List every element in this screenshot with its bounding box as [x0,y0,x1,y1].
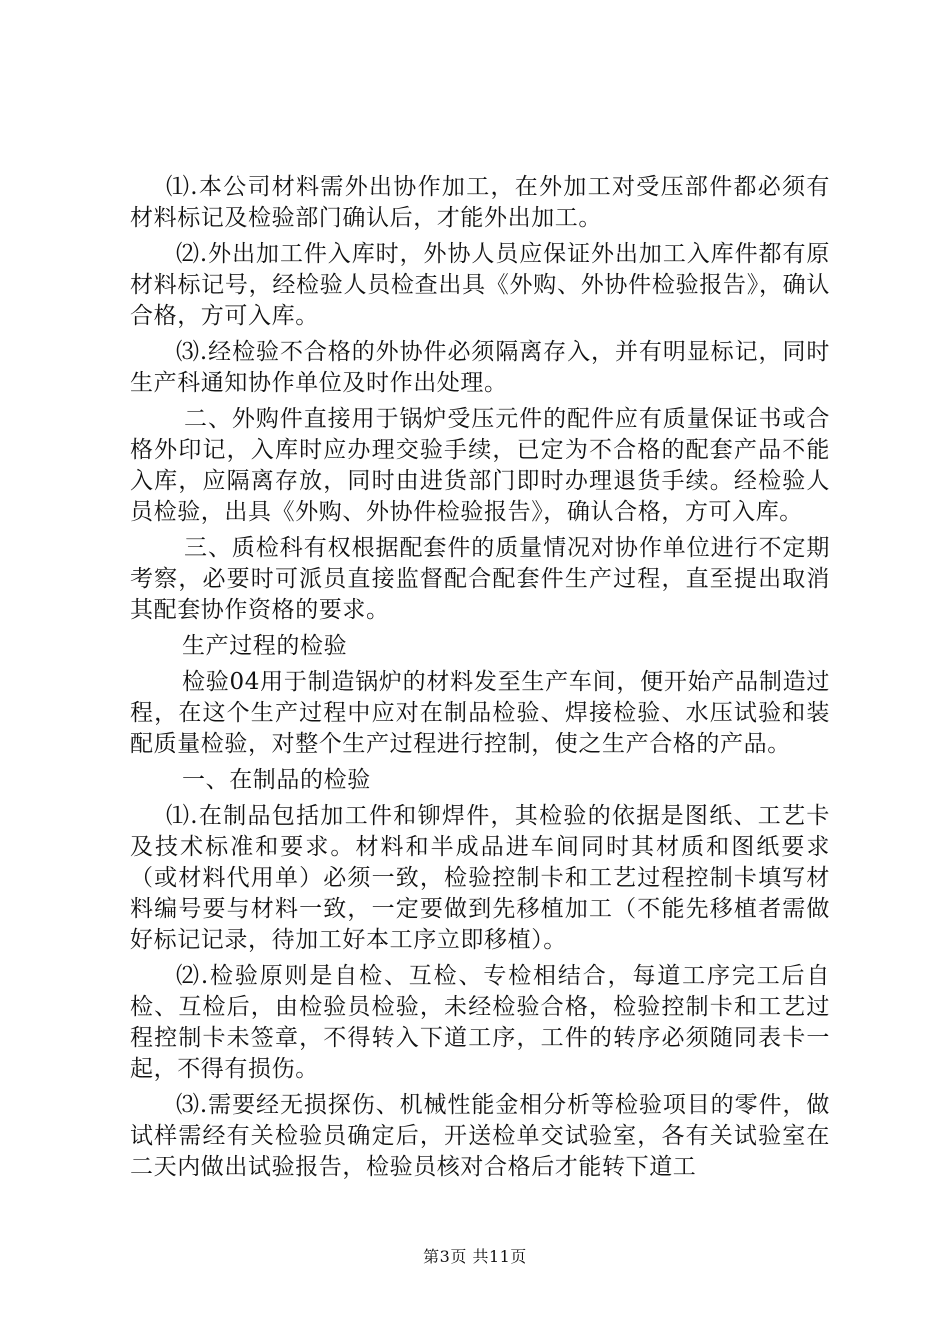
section-heading-wip: 一、在制品的检验 [182,767,371,793]
paragraph-5: 三、质检科有权根据配套件的质量情况对协作单位进行不定期考察，必要时可派员直接监督配合配套件生产过程，直至提出取消其配套协作资格的要求。 [130,535,830,623]
paragraph-4: 二、外购件直接用于锅炉受压元件的配件应有质量保证书或合格外印记，入库时应办理交验手续，已定为不合格的配套产品不能入库，应隔离存放，同时由进货部门即时办理退货手续。经检验人员检验，出具《外购、外协件检验报告》，确认合格，方可入库。 [130,406,830,525]
section-heading-production: 生产过程的检验 [182,633,348,659]
paragraph-11: ⑶.需要经无损探伤、机械性能金相分析等检验项目的零件，做试样需经有关检验员确定后，开送检单交试验室，各有关试验室在二天内做出试验报告，检验员核对合格后才能转下道工 [130,1092,830,1180]
paragraph-10: ⑵.检验原则是自检、互检、专检相结合，每道工序完工后自检、互检后，由检验员检验，未经检验合格，检验控制卡和工艺过程控制卡未签章，不得转入下道工序，工件的转序必须随同表卡一起，不得有损伤。 [130,963,830,1082]
paragraph-2: ⑵.外出加工件入库时，外协人员应保证外出加工入库件都有原材料标记号，经检验人员检查出具《外购、外协件检验报告》，确认合格，方可入库。 [130,241,830,329]
paragraph-7: 检验04用于制造锅炉的材料发至生产车间，便开始产品制造过程，在这个生产过程中应对在制品检验、焊接检验、水压试验和装配质量检验，对整个生产过程进行控制，使之生产合格的产品。 [130,669,830,757]
page-number-footer: 第3页 共11页 [423,1247,527,1266]
paragraph-3: ⑶.经检验不合格的外协件必须隔离存入，并有明显标记，同时生产科通知协作单位及时作出处理。 [130,339,830,396]
document-body [130,172,830,1188]
paragraph-9: ⑴.在制品包括加工件和铆焊件，其检验的依据是图纸、工艺卡及技术标准和要求。材料和半成品进车间同时其材质和图纸要求（或材料代用单）必须一致，检验控制卡和工艺过程控制卡填写材料编号要与材料一致，一定要做到先移植加工（不能先移植者需做好标记记录，待加工好本工序立即移植）。 [130,803,830,953]
paragraph-1: ⑴.本公司材料需外出协作加工，在外加工对受压部件都必须有材料标记及检验部门确认后，才能外出加工。 [130,174,830,231]
